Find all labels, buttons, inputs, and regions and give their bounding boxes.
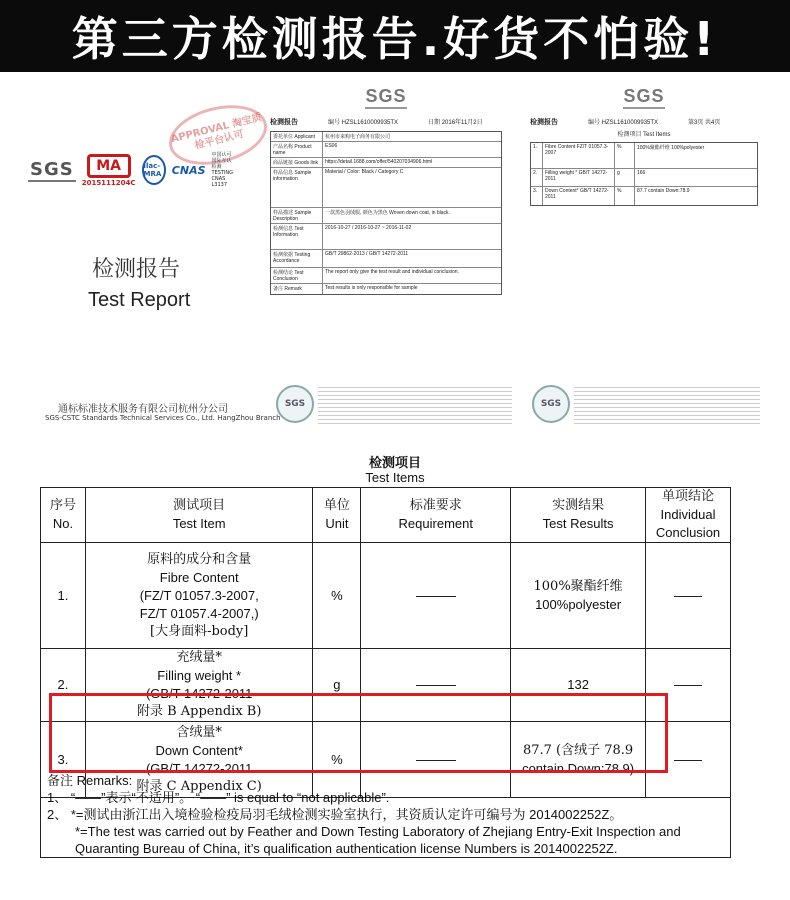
header-requirement: 标准要求 Requirement — [361, 488, 511, 543]
sgs-logo: SGS — [365, 86, 406, 109]
sgs-logo: SGS — [30, 158, 74, 180]
table-row — [41, 543, 731, 649]
mini-row: 样品信息 Sample information Material / Color: Black / Category C — [271, 168, 501, 208]
mini-report-page: 第3页 共4页 — [688, 120, 721, 126]
row-no: 3. — [41, 722, 86, 798]
row-unit: % — [313, 722, 361, 798]
remarks-title: 备注 Remarks: — [47, 773, 133, 788]
row-result: 100%聚酯纤维 100%polyester — [511, 543, 646, 649]
cover-title-en: Test Report — [88, 289, 191, 311]
mini-row: 备注 Remark Test results is only responsible for sample — [273, 285, 418, 292]
test-items-title-en: Test Items — [365, 470, 425, 485]
mini-report-date: 日期 2016年11月2日 — [428, 120, 483, 126]
mini-report-grid — [270, 131, 502, 295]
mini-row: 1. Fibre Content FZ/T 01057.3-2007 % 100%聚酯纤维 100%polyester — [531, 143, 757, 169]
mini-report-grid — [530, 142, 758, 206]
row-no: 1. — [41, 543, 86, 649]
mini-report-footer-2 — [532, 384, 760, 424]
row-unit: g — [313, 649, 361, 722]
mini-report-page-2 — [530, 86, 758, 206]
cma-logo — [82, 154, 136, 187]
header-conclusion: 单项结论 Individual Conclusion — [646, 488, 731, 543]
mini-report-number: 编号 HZSL1610009935TX — [588, 120, 659, 126]
header-results: 实测结果 Test Results — [511, 488, 646, 543]
mini-report-header — [270, 117, 502, 127]
remarks-section — [40, 770, 731, 858]
cnas-note: 中国认可 国际互认 检测 TESTING CNAS L3137 — [211, 152, 234, 188]
row-no: 2. — [41, 649, 86, 722]
mini-report-number: 编号 HZSL1610009935TX — [328, 120, 399, 126]
mini-row: 2. Filling weight * GB/T 14272-2011 g 166 — [531, 169, 757, 187]
sgs-seal-icon: SGS — [276, 385, 314, 423]
row-result: 87.7 (含绒子 78.9 contain Down:78.9) — [511, 722, 646, 798]
certification-logos — [28, 150, 238, 190]
mini-report-page-1 — [270, 86, 502, 295]
fine-print — [318, 384, 512, 424]
cma-mark: MA — [87, 154, 131, 178]
header-unit: 单位 Unit — [313, 488, 361, 543]
row-item: 含绒量* Down Content* (GB/T 14272-2011 附录 C Appendix C) — [85, 722, 313, 798]
remarks-line: 2、 *=测试由浙江出入境检验检疫局羽毛绒检测实验室执行，其资质认定许可编号为 2014002252Z。 — [47, 807, 623, 822]
remarks-line: 1、 “——”表示“不适用”。 “——” is equal to “not applicable”. — [47, 790, 390, 805]
approval-stamp: APPROVAL 淘宝质检平台认可 — [163, 96, 274, 175]
report-preview-area — [0, 72, 790, 442]
cover-title-cn: 检测报告 — [92, 257, 181, 282]
remarks-line: Quaranting Bureau of China, it’s qualification authentication license Numbers is 2014002252Z. — [75, 841, 618, 856]
row-item: 充绒量* Filling weight * (GB/T 14272-2011 附录 B Appendix B) — [85, 649, 313, 722]
agency-name-cn: 通标标准技术服务有限公司杭州分公司 — [58, 404, 228, 415]
row-item: 原料的成分和含量 Fibre Content (FZ/T 01057.3-2007, FZ/T 01057.4-2007,) [大身面料-body] — [85, 543, 313, 649]
mini-row: 委托单位 Applicant 杭州市来购电子商务有限公司 — [271, 132, 501, 142]
test-items-title-cn: 检测项目 — [368, 456, 421, 471]
remarks-line: *=The test was carried out by Feather and Down Testing Laboratory of Zhejiang Entry-Exit Inspection and — [75, 824, 681, 839]
mini-report-title: 检测报告 — [270, 119, 298, 126]
row-requirement — [361, 543, 511, 649]
mini-row: 产品名称 Product name ES06 — [271, 142, 501, 158]
banner-title: 第三方检测报告.好货不怕验! — [0, 0, 790, 72]
row-unit: % — [313, 543, 361, 649]
down-content-highlight — [49, 693, 668, 773]
sgs-logo: SGS — [623, 86, 664, 109]
mini-row: 3. Down Content* GB/T 14272-2011 % 87.7 contain Down:78.9 — [531, 187, 757, 205]
mini-report-title: 检测报告 — [530, 119, 558, 126]
mini-row: 检测结论 Test Conclusion The report only give the test result and individual conclusion. — [271, 268, 501, 284]
mini-row: 检测依据 Testing Accordance GB/T 29862-2013 / GB/T 14272-2011 — [271, 250, 501, 268]
cnas-logo: CNAS — [171, 163, 206, 177]
mini-row: 样品描述 Sample Description 一款黑色羽绒服, 颜色为黑色 Woven down coat, in black. — [271, 208, 501, 224]
fine-print — [574, 384, 760, 424]
row-conclusion — [646, 543, 731, 649]
mini-row: 商品链接 Goods link https://detail.1688.com/offer/540207034906.html — [271, 158, 501, 168]
table-header-row — [41, 488, 731, 543]
mini-row: 检测信息 Test Information 2016-10-27 / 2016-10-27 ~ 2016-11-02 — [271, 224, 501, 250]
mini-report-header — [530, 117, 758, 127]
mini-report-footer-1 — [276, 384, 512, 424]
ilac-mra-logo: ilac-MRA — [142, 155, 166, 185]
cma-number: 2015111204C — [81, 178, 136, 187]
agency-name-en: SGS-CSTC Standards Technical Services Co., Ltd. HangZhou Branch — [45, 414, 281, 422]
header-no: 序号 No. — [41, 488, 86, 543]
mini-report-section: 检测项目 Test Items — [617, 132, 671, 138]
row-result: 132 — [511, 649, 646, 722]
header-item: 测试项目 Test Item — [85, 488, 313, 543]
sgs-seal-icon: SGS — [532, 385, 570, 423]
